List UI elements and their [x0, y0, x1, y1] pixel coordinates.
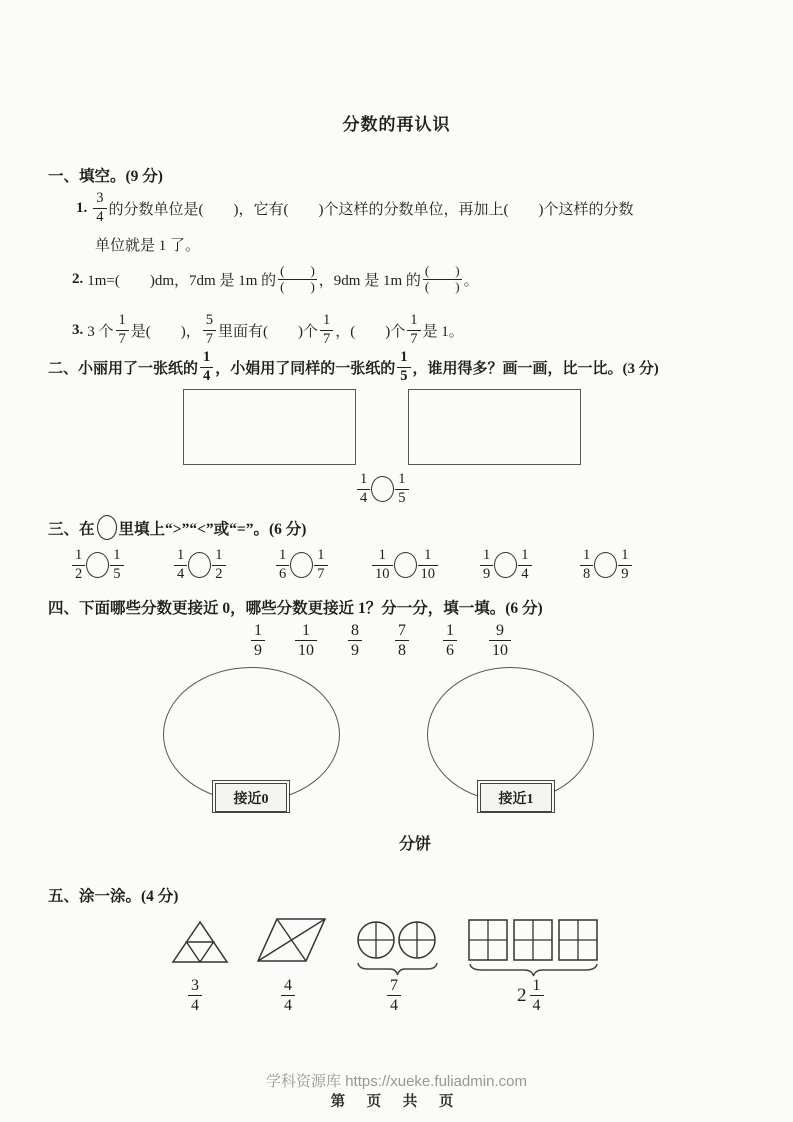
fraction-1-6: $\frac{1}{6}$: [443, 622, 457, 660]
question-1-text-cont: 单位就是 1 了。: [95, 237, 201, 254]
comparison-circle: [394, 552, 417, 578]
fraction-3-4: $\frac{3}{4}$: [93, 191, 106, 225]
fraction: $\frac{1}{8}$: [580, 548, 593, 582]
section5-heading: 五、涂一涂。(4 分): [48, 888, 179, 905]
comparison-pair: [274, 548, 330, 582]
question-2-number: 2.: [72, 270, 84, 287]
question-2-text-3: 。: [463, 272, 479, 289]
comparison-circle: [188, 552, 211, 578]
section2-heading-post: ，谁用得多？画一画，比一比。(3 分): [412, 360, 659, 377]
fraction-1-9: $\frac{1}{9}$: [251, 622, 265, 660]
drawing-rectangle-left: [183, 389, 356, 465]
underbrace-icon: [358, 963, 437, 975]
fraction-7-8: $\frac{7}{8}$: [395, 622, 409, 660]
blank-fraction: $\frac{( )}{( )}$: [280, 263, 315, 294]
comparison-circle: [371, 476, 394, 502]
comparison-pair: [478, 548, 534, 582]
blank-fraction: $\frac{( )}{( )}$: [424, 263, 460, 294]
section2-heading-mid: ，小娟用了同样的一张纸的: [215, 360, 396, 377]
question-2-line: [72, 256, 479, 302]
fraction-9-10: $\frac{9}{10}$: [489, 622, 511, 660]
section3-heading: [48, 515, 306, 540]
fraction-1-7: $\frac{1}{7}$: [320, 313, 333, 347]
question-3-text-3: 里面有( )个: [218, 323, 319, 340]
fraction: $\frac{1}{7}$: [314, 548, 327, 582]
fraction-1-4: $\frac{1}{4}$: [530, 977, 544, 1015]
question-3-number: 3.: [72, 321, 84, 338]
fraction: $\frac{1}{4}$: [518, 548, 531, 582]
underbrace-icon: [470, 964, 597, 976]
question-3-text-5: 是 1。: [422, 323, 464, 340]
comparison-circle: [494, 552, 517, 578]
comparison-pair: [172, 548, 228, 582]
fraction: $\frac{1}{2}$: [72, 548, 85, 582]
section2-heading-pre: 二、小丽用了一张纸的: [48, 360, 199, 377]
fraction: $\frac{1}{9}$: [480, 548, 493, 582]
comparison-pair: [578, 548, 634, 582]
fraction-1-4: $\frac{1}{4}$: [200, 350, 213, 384]
question-1-line-1: [76, 186, 633, 230]
page-number-line: 第 页 共 页: [330, 1094, 463, 1110]
question-1-line-2: [95, 234, 200, 254]
section1-heading: 一、填空。(9 分): [48, 168, 163, 185]
fraction: $\frac{1}{9}$: [618, 548, 631, 582]
question-1-text: 的分数单位是( )，它有( )个这样的分数单位，再加上( )个这样的分数: [108, 201, 634, 218]
label-box-near-0: [212, 780, 290, 813]
fraction-5-7: $\frac{5}{7}$: [203, 313, 216, 347]
label-fraction-3-4: $\frac{3}{4}$: [188, 977, 202, 1015]
comparison-circle: [594, 552, 617, 578]
parallelogram-quarters-shape: [254, 914, 330, 966]
fraction-1-4: $\frac{1}{4}$: [357, 472, 370, 506]
three-squares-quarters-shape: [468, 918, 600, 978]
fraction-1-7: $\frac{1}{7}$: [116, 313, 129, 347]
watermark-text: 学科资源库 https://xueke.fuliadmin.com: [266, 1073, 527, 1090]
section2-heading: [48, 344, 659, 390]
fraction-1-5: $\frac{1}{5}$: [397, 350, 410, 384]
pie-sharing-caption: 分饼: [398, 836, 431, 853]
label-fraction-7-4: $\frac{7}{4}$: [387, 977, 401, 1015]
question-3-text-2: 是( )，: [130, 323, 201, 340]
label-mixed-number-2-1-4: 2 $\frac{1}{4}$: [517, 977, 546, 1015]
page-title: 分数的再认识: [342, 115, 451, 134]
section3-heading-pre: 三、在: [48, 521, 95, 538]
fraction-8-9: $\frac{8}{9}$: [348, 622, 362, 660]
fraction: $\frac{1}{2}$: [212, 548, 225, 582]
section4-heading: 四、下面哪些分数更接近 0，哪些分数更接近 1？分一分，填一填。(6 分): [48, 600, 543, 617]
question-3-text-4: ，( )个: [335, 323, 406, 340]
triangle-quarters-shape: [170, 918, 230, 966]
label-fraction-4-4: $\frac{4}{4}$: [281, 977, 295, 1015]
question-2-text-1: 1m=( )dm，7dm 是 1m 的: [87, 272, 277, 289]
fraction: $\frac{1}{6}$: [276, 548, 289, 582]
fraction: $\frac{1}{4}$: [174, 548, 187, 582]
section3-heading-post: 里填上“>”“<”或“=”。(6 分): [118, 521, 307, 538]
question-1-number: 1.: [76, 199, 88, 216]
section2-comparison: [355, 472, 411, 506]
drawing-rectangle-right: [408, 389, 581, 465]
label-box-near-1: [477, 780, 555, 813]
fraction: $\frac{1}{5}$: [110, 548, 123, 582]
fraction: $\frac{1}{10}$: [372, 548, 393, 582]
fraction-1-10: $\frac{1}{10}$: [295, 622, 317, 660]
comparison-circle: [290, 552, 313, 578]
fraction-1-5: $\frac{1}{5}$: [395, 472, 408, 506]
label-near-0: 接近0: [215, 783, 287, 812]
question-2-text-2: ，9dm 是 1m 的: [318, 272, 421, 289]
comparison-circle: [86, 552, 109, 578]
circle-blank-icon: [97, 515, 117, 540]
fraction: $\frac{1}{10}$: [418, 548, 439, 582]
question-3-text-1: 3 个: [87, 323, 114, 340]
fraction-1-7: $\frac{1}{7}$: [407, 313, 420, 347]
comparison-pair: [70, 548, 126, 582]
comparison-pair: [370, 548, 440, 582]
label-near-1: 接近1: [480, 783, 552, 812]
two-circles-quarters-shape: [355, 920, 441, 978]
